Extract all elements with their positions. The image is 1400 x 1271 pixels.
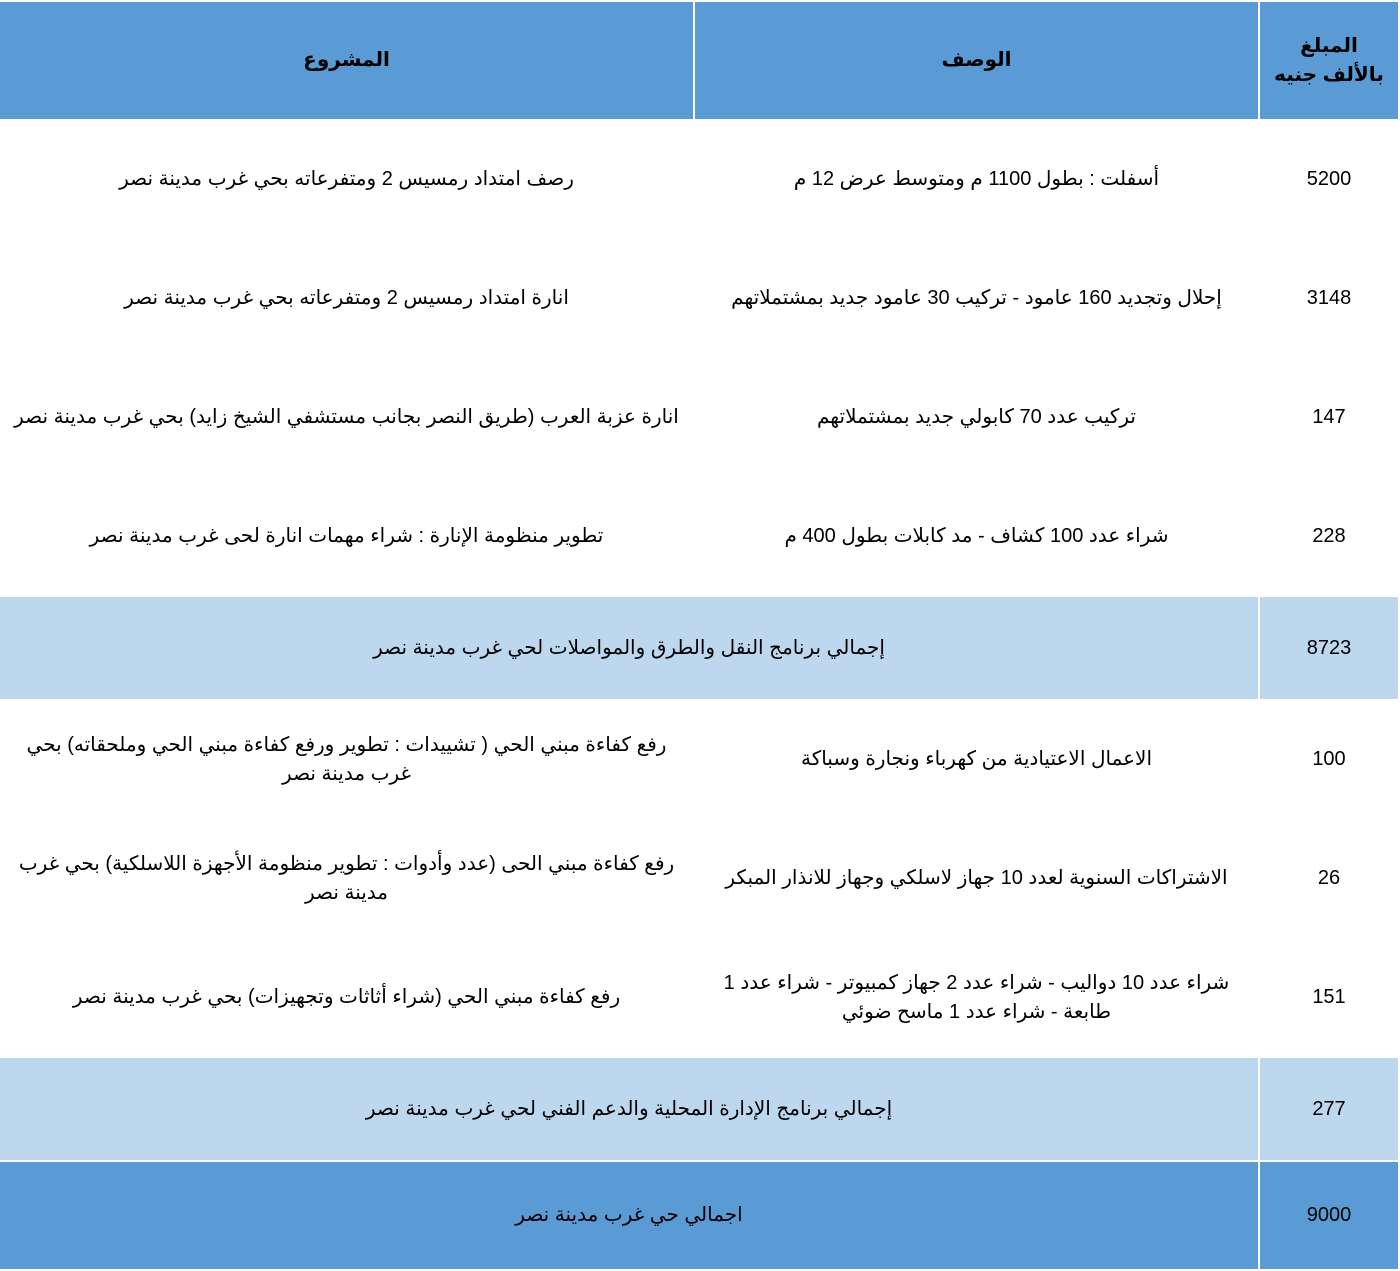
cell-amount: 228 [1259,477,1399,596]
table-body [0,120,1399,1270]
cell-amount: 5200 [1259,120,1399,239]
cell-amount: 100 [1259,700,1399,819]
header-project: المشروع [0,1,694,120]
cell-project: تطوير منظومة الإنارة : شراء مهمات انارة لحى غرب مدينة نصر [0,477,694,596]
cell-project: رفع كفاءة مبني الحى (عدد وأدوات : تطوير منظومة الأجهزة اللاسلكية) بحي غرب مدينة نصر [0,819,694,938]
cell-total-label: اجمالي حي غرب مدينة نصر [0,1161,1259,1270]
header-row [0,1,1399,120]
header-amount [1259,1,1399,120]
cell-project: رفع كفاءة مبني الحي (شراء أثاثات وتجهيزات) بحي غرب مدينة نصر [0,938,694,1057]
cell-amount: 26 [1259,819,1399,938]
cell-description: إحلال وتجديد 160 عامود - تركيب 30 عامود جديد بمشتملاتهم [694,239,1259,358]
cell-description: الاشتراكات السنوية لعدد 10 جهاز لاسلكي وجهاز للانذار المبكر [694,819,1259,938]
table-row [0,120,1399,239]
cell-amount: 147 [1259,358,1399,477]
cell-subtotal-label: إجمالي برنامج النقل والطرق والمواصلات لحي غرب مدينة نصر [0,596,1259,700]
header-amount-line2: بالألف جنيه [1274,63,1384,86]
cell-amount: 277 [1259,1057,1399,1161]
header-amount-line1: المبلغ [1300,34,1358,57]
table-row [0,700,1399,819]
cell-project: انارة امتداد رمسيس 2 ومتفرعاته بحي غرب مدينة نصر [0,239,694,358]
table-row [0,358,1399,477]
cell-description: شراء عدد 100 كشاف - مد كابلات بطول 400 م [694,477,1259,596]
cell-description: شراء عدد 10 دواليب - شراء عدد 2 جهاز كمبيوتر - شراء عدد 1 طابعة - شراء عدد 1 ماسح ضوئي [694,938,1259,1057]
subtotal-row [0,596,1399,700]
cell-amount: 9000 [1259,1161,1399,1270]
cell-amount: 3148 [1259,239,1399,358]
cell-amount: 8723 [1259,596,1399,700]
table-row [0,477,1399,596]
table-row [0,239,1399,358]
cell-project: انارة عزبة العرب (طريق النصر بجانب مستشفي الشيخ زايد) بحي غرب مدينة نصر [0,358,694,477]
cell-amount: 151 [1259,938,1399,1057]
cell-description: أسفلت : بطول 1100 م ومتوسط عرض 12 م [694,120,1259,239]
total-row [0,1161,1399,1270]
cell-project: رفع كفاءة مبني الحي ( تشييدات : تطوير ورفع كفاءة مبني الحي وملحقاته) بحي غرب مدينة نصر [0,700,694,819]
cell-subtotal-label: إجمالي برنامج الإدارة المحلية والدعم الفني لحي غرب مدينة نصر [0,1057,1259,1161]
cell-description: الاعمال الاعتيادية من كهرباء ونجارة وسباكة [694,700,1259,819]
table-row [0,819,1399,938]
table-header [0,1,1399,120]
header-description: الوصف [694,1,1259,120]
cell-description: تركيب عدد 70 كابولي جديد بمشتملاتهم [694,358,1259,477]
subtotal-row [0,1057,1399,1161]
cell-project: رصف امتداد رمسيس 2 ومتفرعاته بحي غرب مدينة نصر [0,120,694,239]
table-row [0,938,1399,1057]
